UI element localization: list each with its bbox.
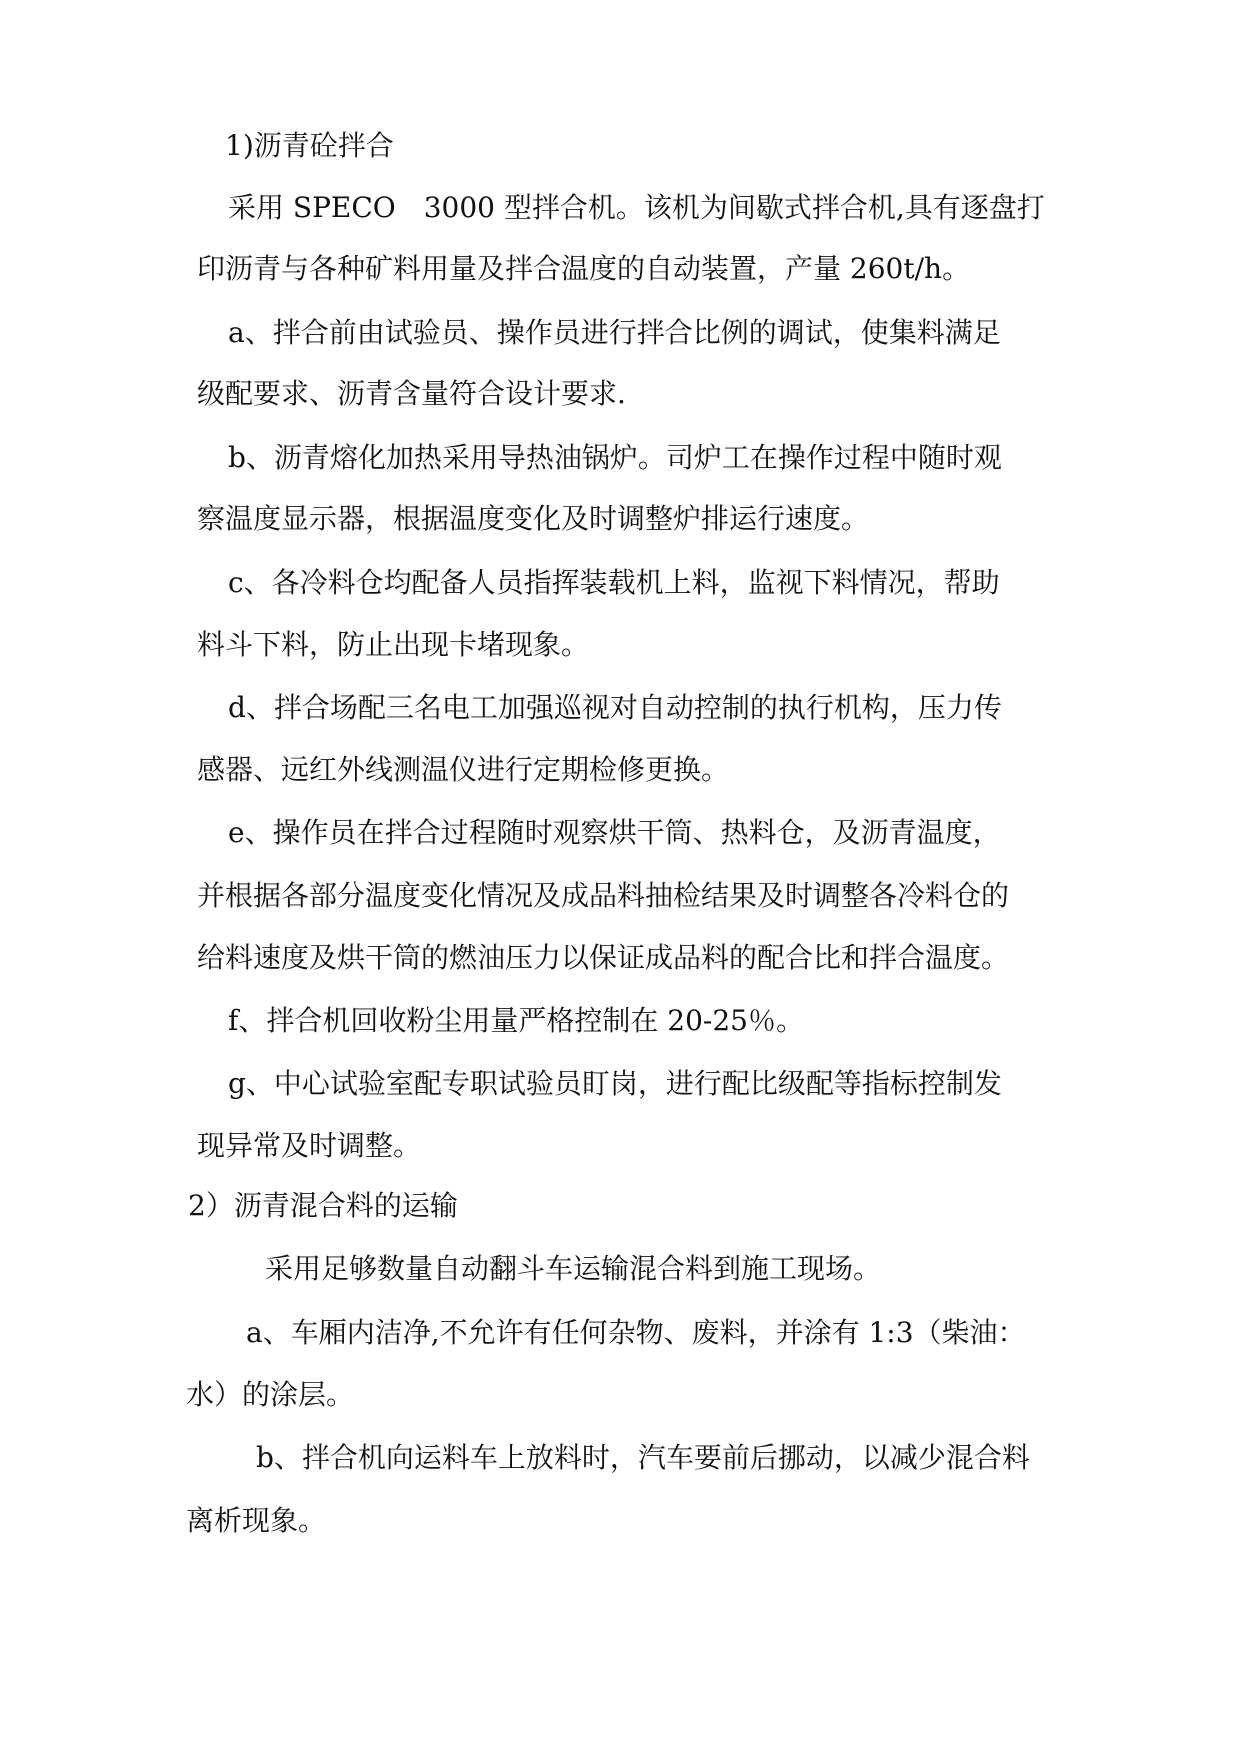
section-heading-asphalt-mixing: 1)沥青砼拌合 (225, 129, 394, 162)
paragraph-line: g、中心试验室配专职试验员盯岗，进行配比级配等指标控制发 (228, 1067, 1002, 1100)
paragraph-line: 级配要求、沥青含量符合设计要求. (197, 377, 626, 410)
paragraph-line: a、拌合前由试验员、操作员进行拌合比例的调试，使集料满足 (228, 316, 1001, 349)
paragraph-line: 现异常及时调整。 (197, 1129, 422, 1162)
paragraph-line: c、各冷料仓均配备人员指挥装载机上料，监视下料情况，帮助 (228, 566, 1000, 599)
paragraph-line: 给料速度及烘干筒的燃油压力以保证成品料的配合比和拌合温度。 (197, 941, 1010, 974)
paragraph-line: 离析现象。 (186, 1504, 327, 1537)
paragraph-line: 感器、远红外线测温仪进行定期检修更换。 (197, 753, 730, 786)
paragraph-line: e、操作员在拌合过程随时观察烘干筒、热料仓，及沥青温度， (228, 816, 1001, 849)
paragraph-line: f、拌合机回收粉尘用量严格控制在 20-25％。 (228, 1004, 804, 1037)
paragraph-line: 采用 SPECO 3000 型拌合机。该机为间歇式拌合机,具有逐盘打 (228, 191, 1045, 224)
paragraph-line: 察温度显示器，根据温度变化及时调整炉排运行速度。 (197, 502, 870, 535)
paragraph-line: d、拌合场配三名电工加强巡视对自动控制的执行机构，压力传 (228, 691, 1002, 724)
paragraph-line: 水）的涂层。 (186, 1378, 355, 1411)
paragraph-line: 并根据各部分温度变化情况及成品料抽检结果及时调整各冷料仓的 (197, 879, 1010, 912)
paragraph-line: 采用足够数量自动翻斗车运输混合料到施工现场。 (265, 1252, 882, 1285)
paragraph-line: a、车厢内洁净,不允许有任何杂物、废料，并涂有 1:3（柴油： (246, 1316, 1026, 1349)
paragraph-line: 印沥青与各种矿料用量及拌合温度的自动装置，产量 260t/h。 (197, 252, 971, 285)
paragraph-line: b、拌合机向运料车上放料时，汽车要前后挪动，以减少混合料 (256, 1441, 1030, 1474)
section-heading-asphalt-transport: 2）沥青混合料的运输 (188, 1189, 458, 1222)
paragraph-line: 料斗下料，防止出现卡堵现象。 (197, 628, 590, 661)
paragraph-line: b、沥青熔化加热采用导热油锅炉。司炉工在操作过程中随时观 (228, 441, 1002, 474)
